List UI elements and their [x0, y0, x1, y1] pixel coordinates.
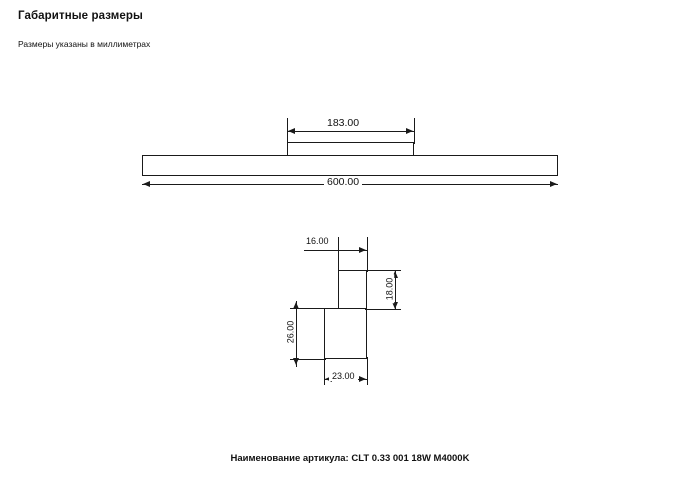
- dim-arrow-mount-left: [288, 128, 295, 134]
- dim-arrow-bodyheight-top: [293, 302, 299, 309]
- ext-line-mountdepth-right: [367, 237, 368, 272]
- dim-label-body-height: 26.00: [285, 318, 295, 347]
- dim-label-overall-length: 600.00: [324, 176, 362, 188]
- dim-label-body-depth: 23.00: [329, 371, 358, 381]
- dim-arrow-length-right: [550, 181, 557, 187]
- side-body-rect: [324, 308, 367, 359]
- page-subtitle: Размеры указаны в миллиметрах: [18, 39, 151, 49]
- ext-line-bodydepth-right: [367, 357, 368, 385]
- ext-line-mount-right: [414, 118, 415, 144]
- dim-arrow-mountdepth-right: [359, 247, 366, 253]
- dim-arrow-length-left: [143, 181, 150, 187]
- dim-arrow-bodydepth-right: [359, 376, 366, 382]
- dim-line-mount-width: [287, 131, 414, 132]
- dim-arrow-mount-right: [406, 128, 413, 134]
- side-mount-rect: [338, 270, 367, 309]
- ext-line-mountheight-bottom: [365, 309, 401, 310]
- article-name: Наименование артикула: CLT 0.33 001 18W M4000K: [230, 453, 470, 464]
- ext-line-mountdepth-left: [338, 237, 339, 272]
- front-mount-rect: [287, 142, 414, 156]
- page-title: Габаритные размеры: [18, 10, 143, 22]
- dim-label-mount-depth: 16.00: [303, 236, 332, 246]
- front-body-rect: [142, 155, 558, 176]
- dim-label-mount-width: 183.00: [324, 117, 362, 129]
- dim-label-mount-height: 18.00: [384, 275, 394, 304]
- dim-arrow-bodyheight-bottom: [293, 358, 299, 365]
- dim-line-mount-depth: [304, 250, 367, 251]
